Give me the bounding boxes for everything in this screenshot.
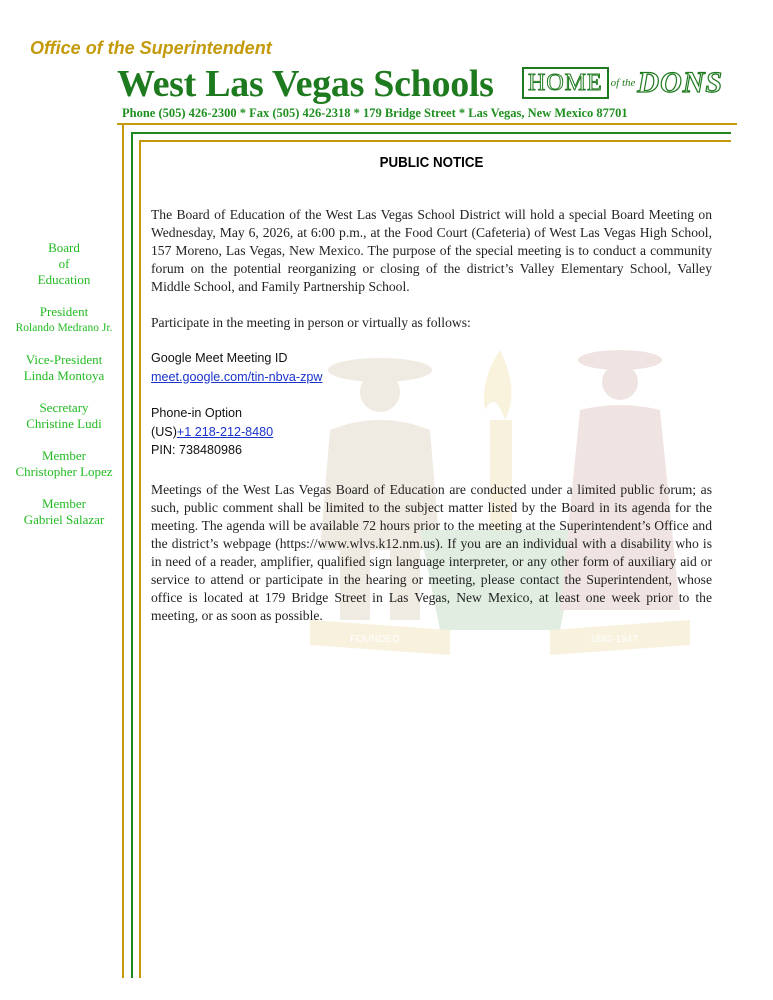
vertical-rule-gold-inner (139, 140, 141, 978)
meet-label: Google Meet Meeting ID (151, 351, 288, 365)
office-title: Office of the Superintendent (30, 38, 272, 58)
inner-header-rule-gold (139, 140, 731, 142)
member-name: Gabriel Salazar (23, 512, 105, 527)
home-of-the-dons-logo (522, 66, 723, 100)
board-heading-line: Education (37, 272, 91, 287)
vertical-rule-green-middle (131, 132, 133, 978)
board-heading (0, 240, 128, 288)
board-member (0, 496, 128, 528)
notice-title: PUBLIC NOTICE (379, 155, 484, 171)
member-name: Christine Ludi (26, 416, 102, 431)
board-sidebar (0, 240, 128, 544)
notice-paragraph: The Board of Education of the West Las Vegas School District will hold a special Board Meeting on Wednesday, May 6, 2026, at 6:00 p.m., at the Food Court (Cafeteria) of West Las Vegas High School, 157 Moreno, Las Vegas, New Mexico. The purpose of the special meeting is to conduct a community forum on the potential reorganizing or closing of the district’s Valley Elementary School, Valley Middle School, and Family Partnership School. (151, 207, 712, 294)
logo-dons-text: DONS (637, 66, 724, 99)
notice-paragraph: Meetings of the West Las Vegas Board of Education are conducted under a limited public forum; as such, public comment shall be limited to the subject matter listed by the Board in its agenda for the meeting. The agenda will be available 72 hours prior to the meeting at the Superintendent’s Office and the district’s webpage (https://www.wlvs.k12.nm.us). If you are an individual with a disability who is in need of a reader, amplifier, qualified sign language interpreter, or any other form of auxiliary aid or service to attend or participate in the hearing or meeting, please contact the Superintendent, whose office is located at 179 Bridge Street in Las Vegas, New Mexico, at least one week prior to the meeting, or as soon as possible. (151, 481, 712, 623)
phone-link[interactable]: +1 218-212-8480 (176, 424, 274, 439)
school-name: West Las Vegas Schools (117, 63, 494, 105)
board-member (0, 448, 128, 480)
board-heading-line: Board (48, 240, 80, 255)
member-name: Rolando Medrano Jr. (15, 322, 113, 334)
crest-banner-founded: FOUNDED (350, 634, 400, 645)
notice-paragraph: Participate in the meeting in person or virtually as follows: (151, 315, 471, 330)
header-rule-gold (117, 123, 737, 125)
member-name: Christopher Lopez (15, 464, 113, 479)
phone-in-block (151, 404, 712, 460)
google-meet-block (151, 349, 712, 386)
contact-line: Phone (505) 426-2300 * Fax (505) 426-2318 * 179 Bridge Street * Las Vegas, New Mexico 87701 (122, 106, 628, 120)
notice-body (151, 206, 712, 625)
phone-label: Phone-in Option (151, 406, 243, 420)
member-role: Member (41, 496, 87, 511)
board-heading-line: of (58, 256, 70, 271)
board-member (0, 304, 128, 336)
board-member (0, 400, 128, 432)
crest-banner-years: 1882-1947 (590, 634, 638, 645)
board-member (0, 352, 128, 384)
member-name: Linda Montoya (23, 368, 105, 383)
member-role: Vice-President (25, 352, 103, 367)
logo-of-the-text: of the (610, 77, 636, 89)
member-role: Secretary (39, 400, 89, 415)
member-role: Member (41, 448, 87, 463)
phone-prefix: (US) (151, 424, 177, 439)
meet-link[interactable]: meet.google.com/tin-nbva-zpw (151, 369, 323, 384)
member-role: President (39, 304, 89, 319)
phone-pin: PIN: 738480986 (151, 443, 243, 457)
header-rule-green (131, 132, 731, 134)
logo-home-text: HOME (522, 67, 609, 99)
